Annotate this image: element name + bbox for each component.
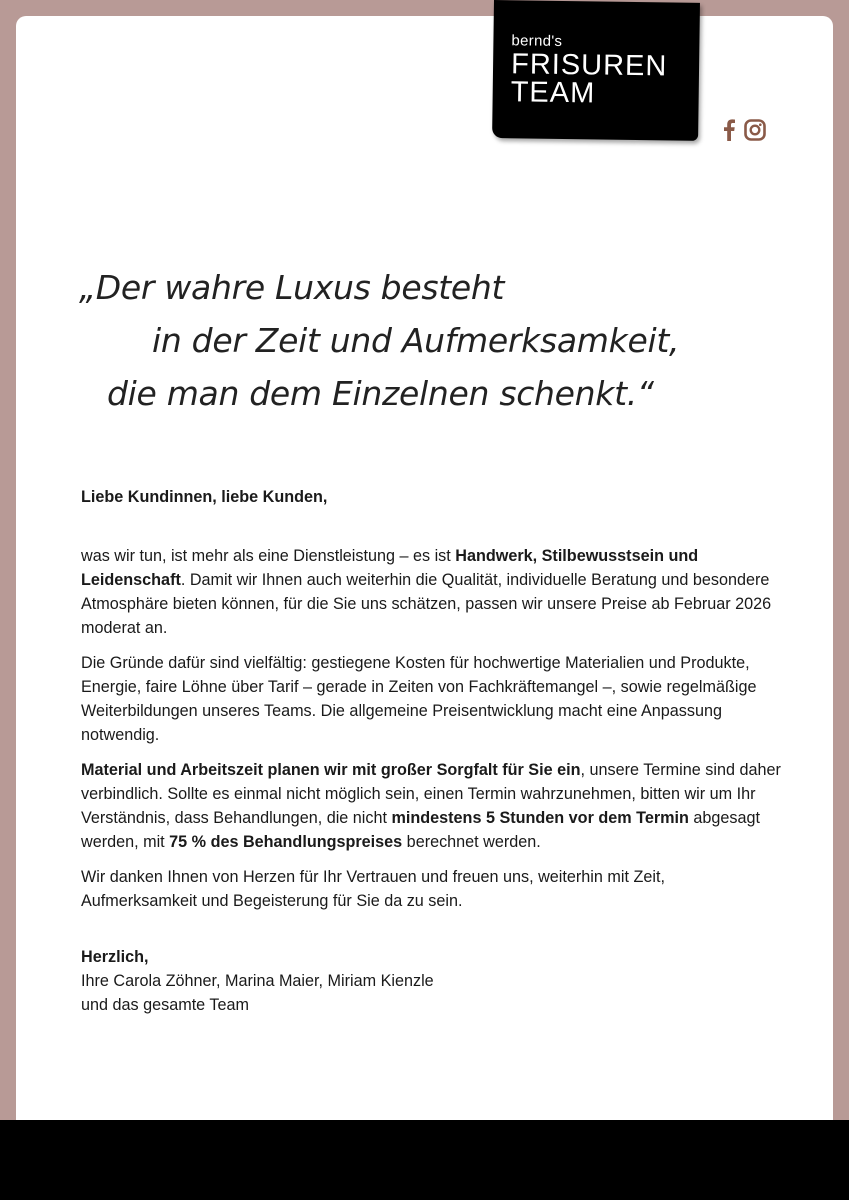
greeting-text: Liebe Kundinnen, liebe Kunden, <box>81 488 328 506</box>
paragraph-2: Die Gründe dafür sind vielfältig: gestiegene Kosten für hochwertige Materialien und Produkte, Energie, faire Löhne über Tarif – gerade in Zeiten von Fachkräftemangel –, sowie regelmäßige Weiterbildungen unseres Teams. Die allgemeine Preisentwicklung macht eine Anpassung notwendig. <box>81 654 757 744</box>
p1-bold: Handwerk, Stilbewusstsein und Leidenschaft <box>81 547 699 589</box>
letter-body <box>81 485 781 1017</box>
social-links <box>722 119 766 141</box>
brand-logo <box>492 0 700 141</box>
p3-text-d: abgesagt werden, mit <box>81 809 761 851</box>
logo-line-1: FRISUREN <box>510 48 668 83</box>
quote-line-2: in der Zeit und Aufmerksamkeit, <box>152 321 680 360</box>
logo-line-2: TEAM <box>510 76 596 110</box>
logo-small-text: bernd's <box>511 32 563 50</box>
p3-bold-c: mindestens 5 Stunden vor dem Termin <box>391 809 689 827</box>
paragraph-1 <box>81 544 781 640</box>
p3-bold-e: 75 % des Behandlungspreises <box>169 833 403 851</box>
paragraph-4: Wir danken Ihnen von Herzen für Ihr Vertrauen und freuen uns, weiterhin mit Zeit, Aufmerksamkeit und Begeisterung für Sie da zu sein. <box>81 868 665 910</box>
signature-line-1: Ihre Carola Zöhner, Marina Maier, Miriam Kienzle <box>81 972 434 990</box>
paragraph-3 <box>81 758 781 854</box>
closing-text: Herzlich, <box>81 948 149 966</box>
facebook-icon[interactable] <box>722 119 736 141</box>
p3-text-f: berechnet werden. <box>402 833 541 851</box>
signature-line-2: und das gesamte Team <box>81 996 249 1014</box>
quote-line-3: die man dem Einzelnen schenkt.“ <box>107 374 654 413</box>
p3-text-b: , unsere Termine sind daher verbindlich. Sollte es einmal nicht möglich sein, einen Termin wahrzunehmen, bitten wir um Ihr Verständnis, dass Behandlungen, die nicht <box>81 761 781 827</box>
instagram-icon[interactable] <box>744 119 766 141</box>
quote-line-1: „Der wahre Luxus besteht <box>79 268 505 307</box>
greeting <box>81 485 781 509</box>
p1-text-c: . Damit wir Ihnen auch weiterhin die Qualität, individuelle Beratung und besondere Atmosphäre bieten können, für die Sie uns schätzen, passen wir unsere Preise ab Februar 2026 moderat an. <box>81 571 772 637</box>
p3-bold-a: Material und Arbeitszeit planen wir mit großer Sorgfalt für Sie ein <box>81 761 581 779</box>
p1-text-a: was wir tun, ist mehr als eine Dienstleistung – es ist <box>81 547 456 565</box>
bottom-bar <box>0 1120 849 1200</box>
closing <box>81 945 781 969</box>
